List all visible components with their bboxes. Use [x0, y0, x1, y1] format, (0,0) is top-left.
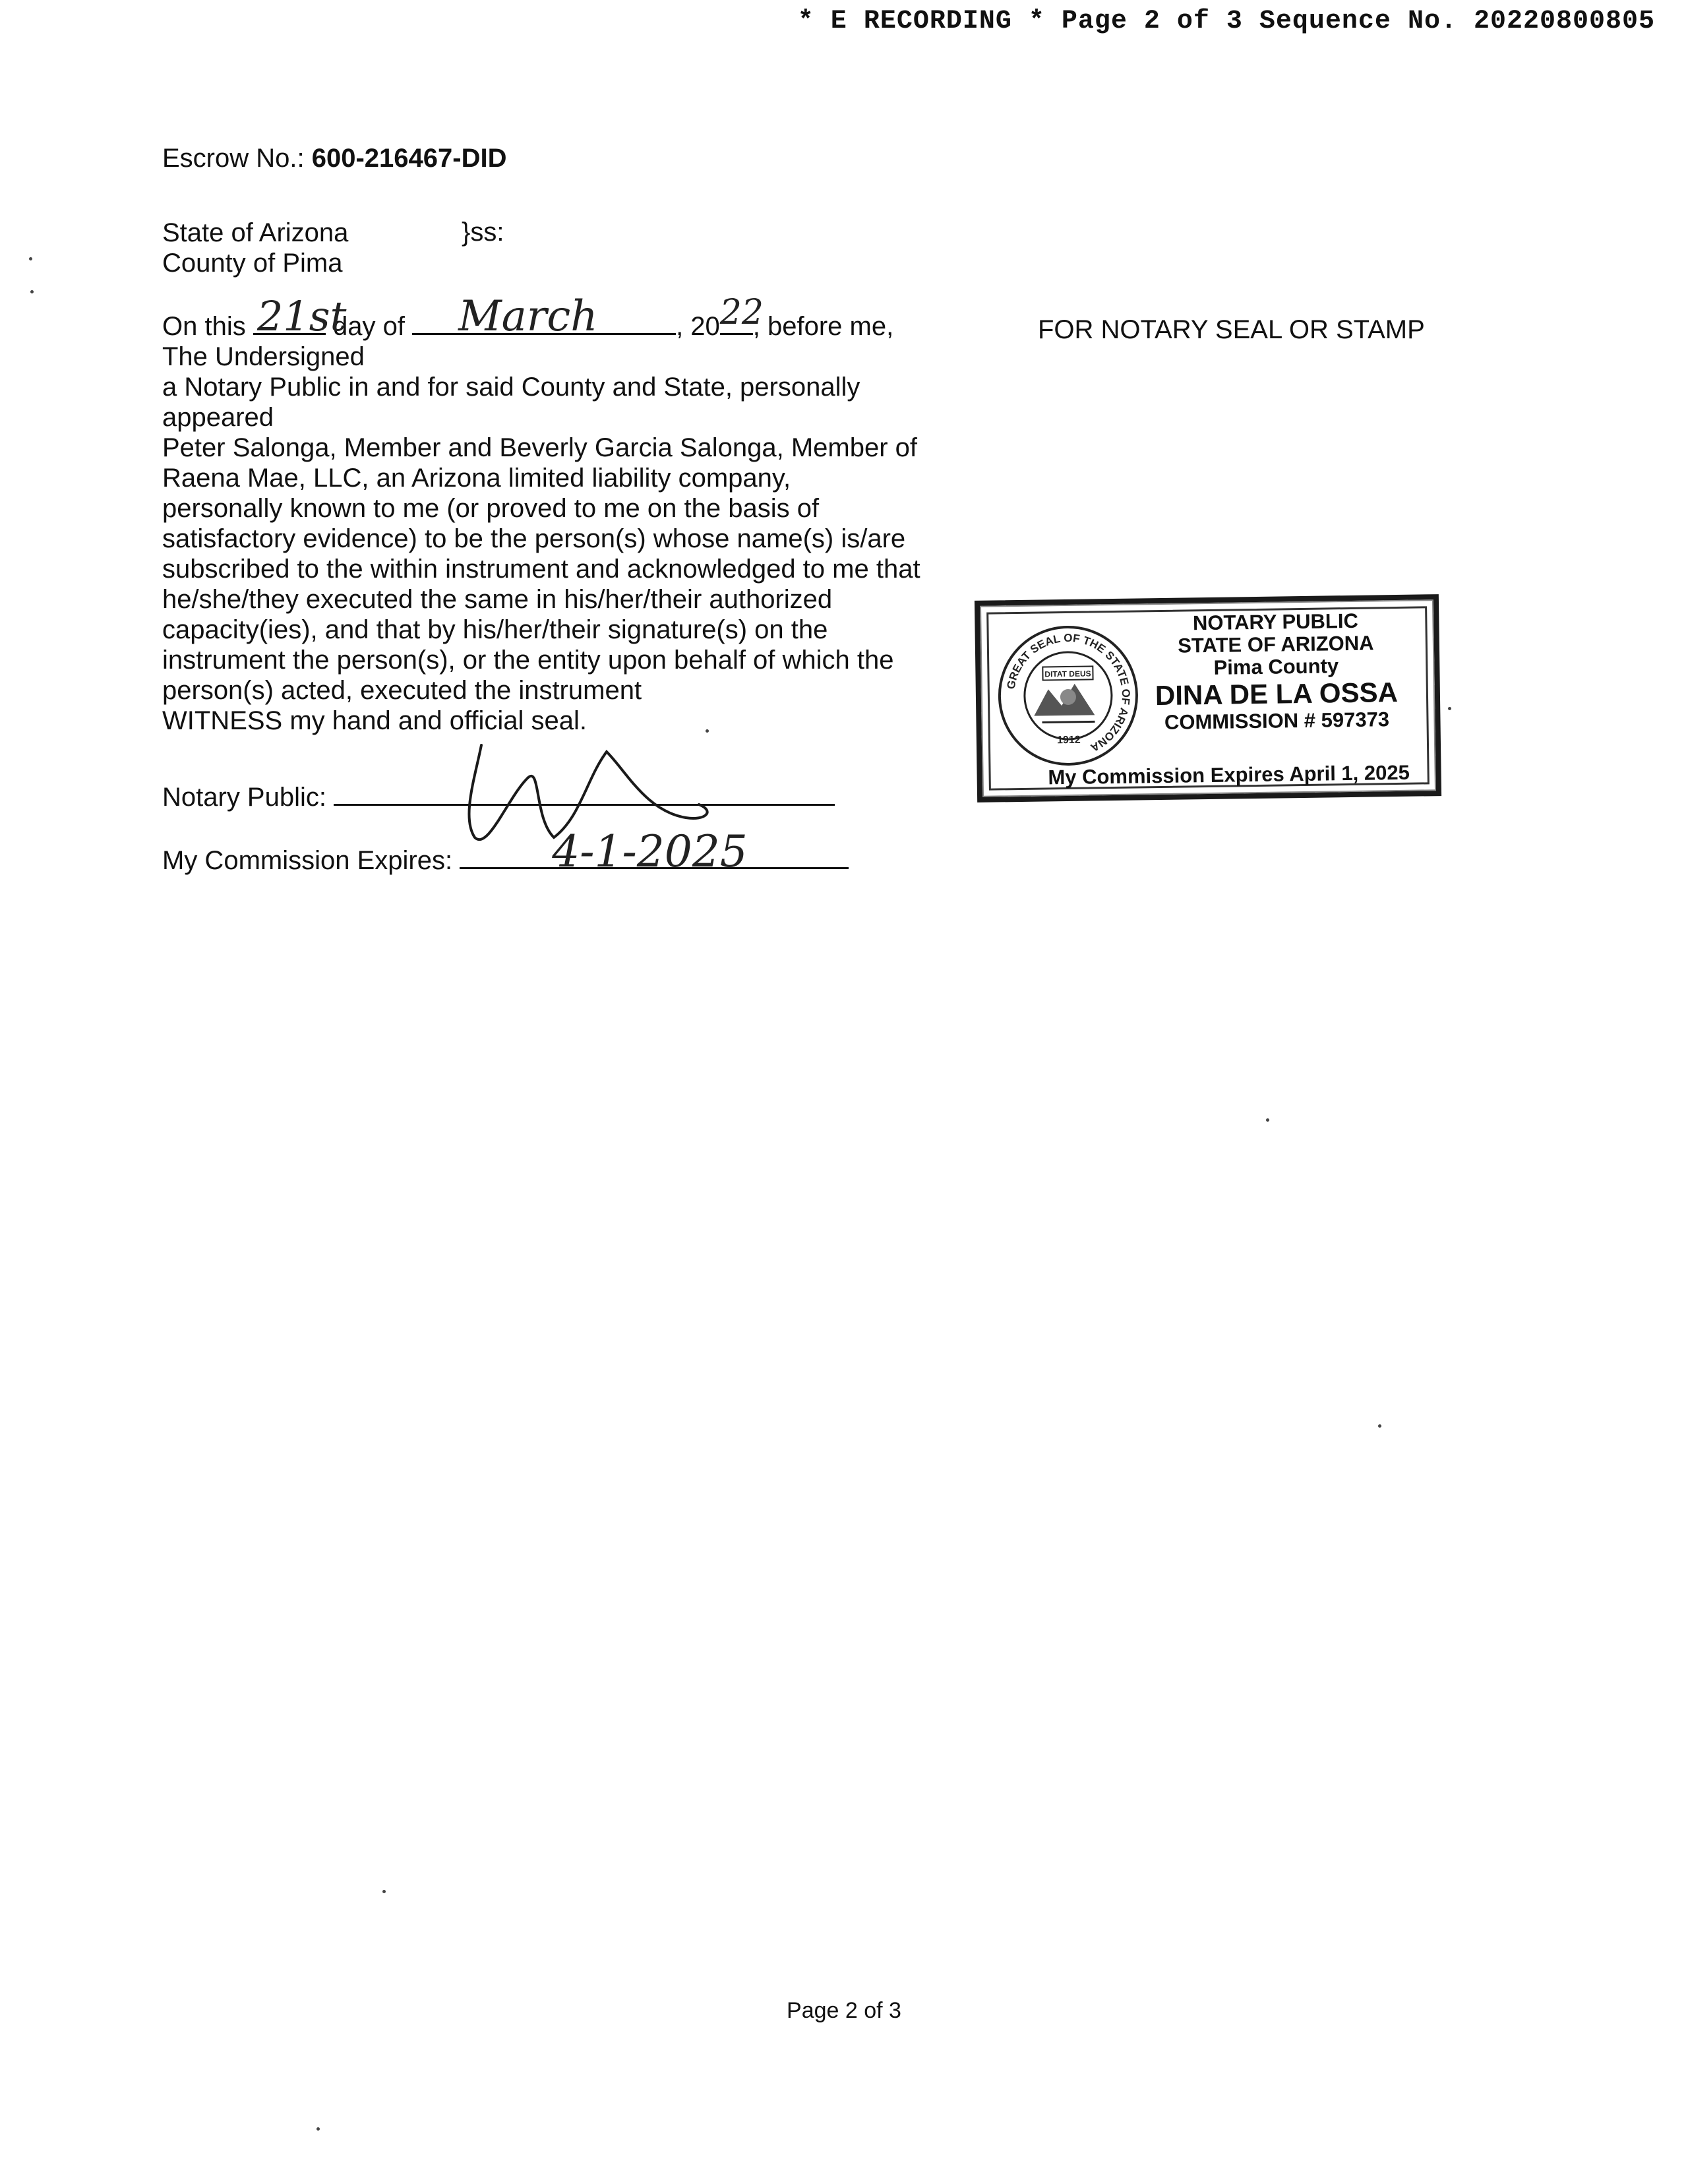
scan-speck [706, 729, 709, 733]
page-footer: Page 2 of 3 [787, 1998, 901, 2023]
notary-stamp [975, 594, 1441, 803]
acknowledgment-body [162, 342, 920, 736]
ack-line: capacity(ies), and that by his/her/their signature(s) on the [162, 615, 828, 644]
commission-expires-handwritten: 4-1-2025 [552, 826, 748, 877]
commission-expires-field [460, 826, 849, 877]
scan-speck [1448, 707, 1451, 710]
seal-ring-text: GREAT SEAL OF THE STATE OF ARIZONA [1004, 631, 1133, 754]
scan-speck [29, 257, 32, 260]
ack-line: he/she/they executed the same in his/her/their authorized [162, 585, 833, 614]
recording-header: * E RECORDING * Page 2 of 3 Sequence No. 20220800805 [797, 7, 1655, 36]
escrow-label: Escrow No.: [162, 144, 305, 173]
venue-block [162, 218, 348, 278]
day-handwritten: 21st [256, 292, 347, 340]
month-handwritten: March [458, 292, 598, 341]
ack-line: personally known to me (or proved to me on the basis of [162, 494, 820, 523]
escrow-number: 600-216467-DID [311, 144, 507, 173]
year-handwritten: 22 [719, 293, 764, 332]
notary-public-label: Notary Public: [162, 783, 326, 812]
ack-line: a Notary Public in and for said County and State, personally [162, 373, 860, 402]
scan-speck [1378, 1424, 1381, 1428]
commission-expires-label: My Commission Expires: [162, 846, 453, 875]
venue-state: State of Arizona [162, 218, 349, 247]
scan-speck [1266, 1118, 1269, 1122]
stamp-notary-name: DINA DE LA OSSA [1155, 676, 1399, 712]
scan-speck [30, 290, 34, 293]
arizona-state-seal-icon [994, 622, 1141, 769]
month-field [412, 292, 676, 341]
seal-motto: DITAT DEUS [1044, 669, 1091, 679]
day-of-text: day of [332, 312, 405, 341]
ack-line: satisfactory evidence) to be the person(s) whose name(s) is/are [162, 524, 906, 553]
ack-line: The Undersigned [162, 342, 365, 371]
escrow-number-line [162, 144, 506, 173]
stamp-text-block [1125, 609, 1428, 734]
day-field [253, 292, 347, 340]
scan-speck [382, 1890, 386, 1893]
stamp-commission: COMMISSION # 597373 [1164, 708, 1390, 734]
seal-year: 1912 [1056, 734, 1081, 746]
venue-county: County of Pima [162, 249, 343, 278]
ack-line: Peter Salonga, Member and Beverly Garcia Salonga, Member of [162, 433, 918, 462]
venue-ss: }ss: [462, 218, 504, 247]
ack-line: person(s) acted, executed the instrument [162, 676, 642, 705]
stamp-state: STATE OF ARIZONA [1177, 631, 1374, 657]
scan-speck [316, 2127, 320, 2131]
ack-line: subscribed to the within instrument and acknowledged to me that [162, 555, 920, 584]
acknowledgment-date-line [162, 292, 894, 342]
on-this-text: On this [162, 312, 246, 341]
ack-line: Raena Mae, LLC, an Arizona limited liability company, [162, 464, 791, 493]
before-me-text: , before me, [752, 312, 894, 341]
stamp-title: NOTARY PUBLIC [1192, 609, 1359, 635]
commission-expires-line [162, 826, 849, 877]
notary-seal-area-label: FOR NOTARY SEAL OR STAMP [1038, 315, 1425, 344]
stamp-expiration: My Commission Expires April 1, 2025 [1048, 760, 1410, 789]
ack-line: WITNESS my hand and official seal. [162, 706, 587, 735]
year-field [719, 293, 764, 335]
year-prefix: , 20 [676, 312, 720, 341]
ack-line: instrument the person(s), or the entity upon behalf of which the [162, 646, 894, 675]
ack-line: appeared [162, 403, 274, 432]
notary-signature [455, 739, 719, 844]
stamp-county: Pima County [1213, 654, 1339, 679]
